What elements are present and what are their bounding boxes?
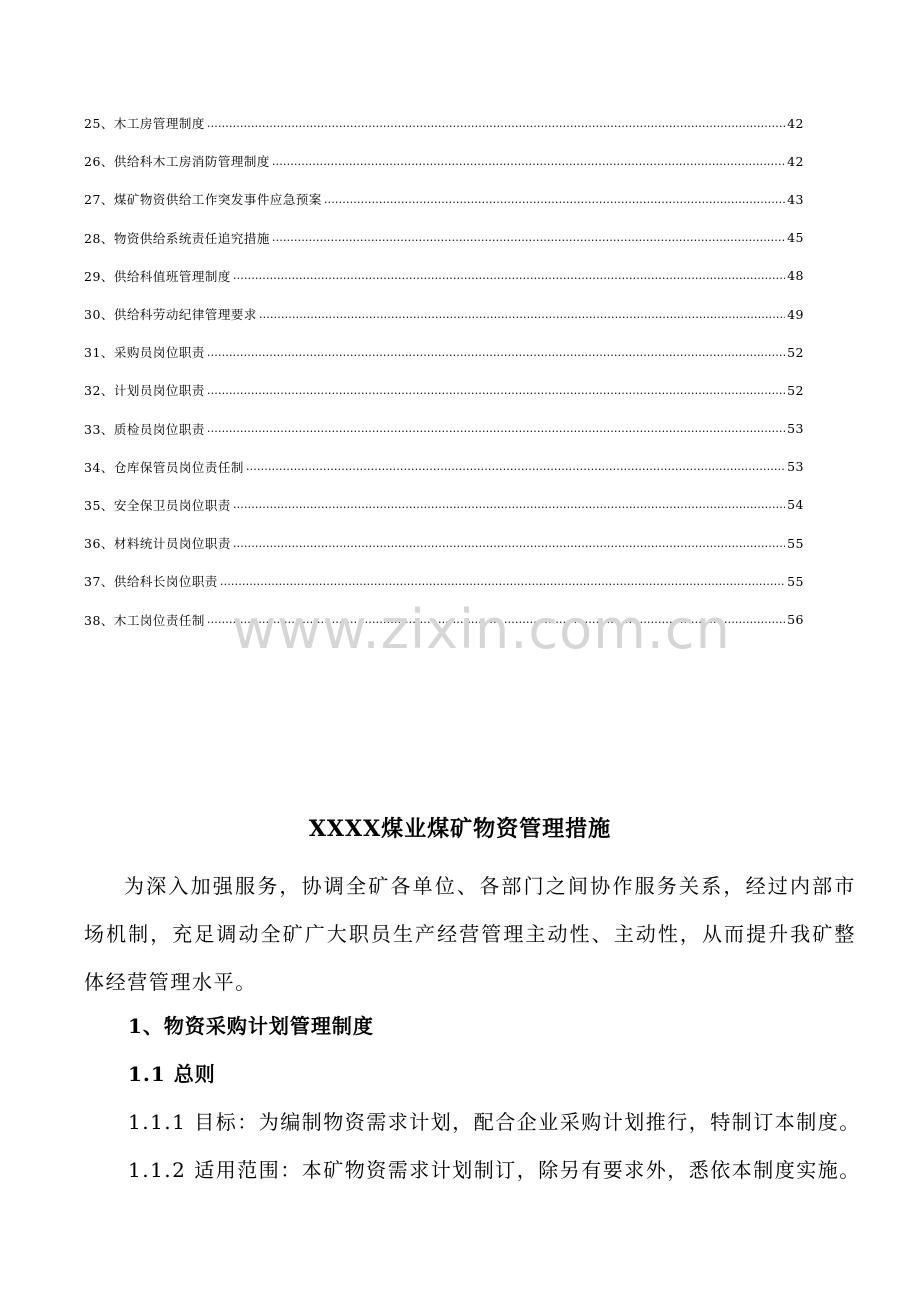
toc-number: 28、 — [84, 230, 114, 246]
toc-number: 32、 — [84, 383, 114, 399]
clause-1-1-1: 1.1.1 目标：为编制物资需求计划，配合企业采购计划推行，特制订本制度。 — [128, 1110, 861, 1134]
toc-entry — [84, 104, 804, 142]
toc-title: 供给科长岗位职责 — [113, 574, 218, 590]
toc-entry — [84, 257, 804, 295]
toc-leader-dots — [220, 575, 785, 588]
toc-entry — [84, 486, 804, 524]
toc-title: 供给科值班管理制度 — [113, 268, 231, 284]
toc-number: 27、 — [84, 192, 114, 208]
toc-title: 计划员岗位职责 — [113, 383, 205, 399]
toc-title: 仓库保管员岗位责任制 — [113, 459, 244, 475]
toc-page-number: 42 — [787, 115, 804, 131]
toc-title: 供给科劳动纪律管理要求 — [113, 307, 257, 323]
toc-page-number: 42 — [787, 153, 804, 169]
clause-1-1-2: 1.1.2 适用范围：本矿物资需求计划制订，除另有要求外，悉依本制度实施。 — [128, 1158, 861, 1182]
toc-entry — [84, 410, 804, 448]
toc-page-number: 45 — [787, 230, 804, 246]
toc-entry — [84, 524, 804, 562]
toc-number: 36、 — [84, 536, 114, 552]
toc-page-number: 53 — [787, 421, 804, 437]
toc-leader-dots — [233, 537, 785, 550]
toc-title: 材料统计员岗位职责 — [113, 536, 231, 552]
toc-page-number: 52 — [787, 344, 804, 360]
toc-entry — [84, 448, 804, 486]
toc-number: 37、 — [84, 574, 114, 590]
toc-number: 35、 — [84, 497, 114, 513]
toc-entry — [84, 180, 804, 218]
toc-title: 木工岗位责任制 — [113, 612, 205, 628]
toc-title: 采购员岗位职责 — [113, 345, 205, 361]
toc-number: 29、 — [84, 268, 114, 284]
toc-leader-dots — [233, 269, 785, 282]
toc-leader-dots — [272, 155, 785, 168]
toc-page-number: 54 — [787, 497, 804, 513]
document-title: XXXX煤业煤矿物资管理措施 — [308, 816, 612, 842]
toc-page-number: 48 — [787, 268, 804, 284]
toc-page-number: 53 — [787, 459, 804, 475]
toc-number: 34、 — [84, 459, 114, 475]
table-of-contents — [84, 104, 804, 639]
toc-leader-dots — [233, 498, 785, 511]
toc-title: 安全保卫员岗位职责 — [113, 497, 231, 513]
toc-page-number: 49 — [787, 306, 804, 322]
toc-entry — [84, 142, 804, 180]
toc-leader-dots — [207, 117, 785, 130]
section-heading: 1、物资采购计划管理制度 — [128, 1014, 374, 1038]
toc-entry — [84, 333, 804, 371]
toc-number: 38、 — [84, 612, 114, 628]
toc-entry — [84, 219, 804, 257]
toc-title: 木工房管理制度 — [113, 116, 205, 132]
toc-leader-dots — [272, 231, 785, 244]
toc-number: 33、 — [84, 421, 114, 437]
toc-title: 物资供给系统责任追究措施 — [113, 230, 270, 246]
intro-paragraph: 为深入加强服务，协调全矿各单位、各部门之间协作服务关系，经过内部市场机制，充足调动全矿广大职员生产经营管理主动性、主动性，从而提升我矿整体经营管理水平。 — [84, 874, 856, 994]
toc-entry — [84, 562, 804, 600]
toc-number: 30、 — [84, 307, 114, 323]
toc-number: 31、 — [84, 345, 114, 361]
toc-entry — [84, 295, 804, 333]
toc-title: 供给科木工房消防管理制度 — [113, 154, 270, 170]
toc-leader-dots — [207, 346, 785, 359]
toc-page-number: 43 — [787, 191, 804, 207]
watermark: www.zixin.com.cn — [232, 598, 731, 661]
toc-title: 煤矿物资供给工作突发事件应急预案 — [113, 192, 322, 208]
toc-page-number: 55 — [787, 573, 804, 589]
toc-number: 26、 — [84, 154, 114, 170]
toc-page-number: 55 — [787, 535, 804, 551]
toc-title: 质检员岗位职责 — [113, 421, 205, 437]
toc-number: 25、 — [84, 116, 114, 132]
toc-leader-dots — [207, 384, 785, 397]
toc-leader-dots — [259, 308, 785, 321]
toc-leader-dots — [246, 460, 785, 473]
toc-entry — [84, 371, 804, 409]
toc-leader-dots — [207, 422, 785, 435]
toc-leader-dots — [324, 193, 785, 206]
toc-page-number: 56 — [787, 612, 804, 628]
toc-page-number: 52 — [787, 382, 804, 398]
subsection-heading: 1.1 总则 — [128, 1062, 216, 1086]
